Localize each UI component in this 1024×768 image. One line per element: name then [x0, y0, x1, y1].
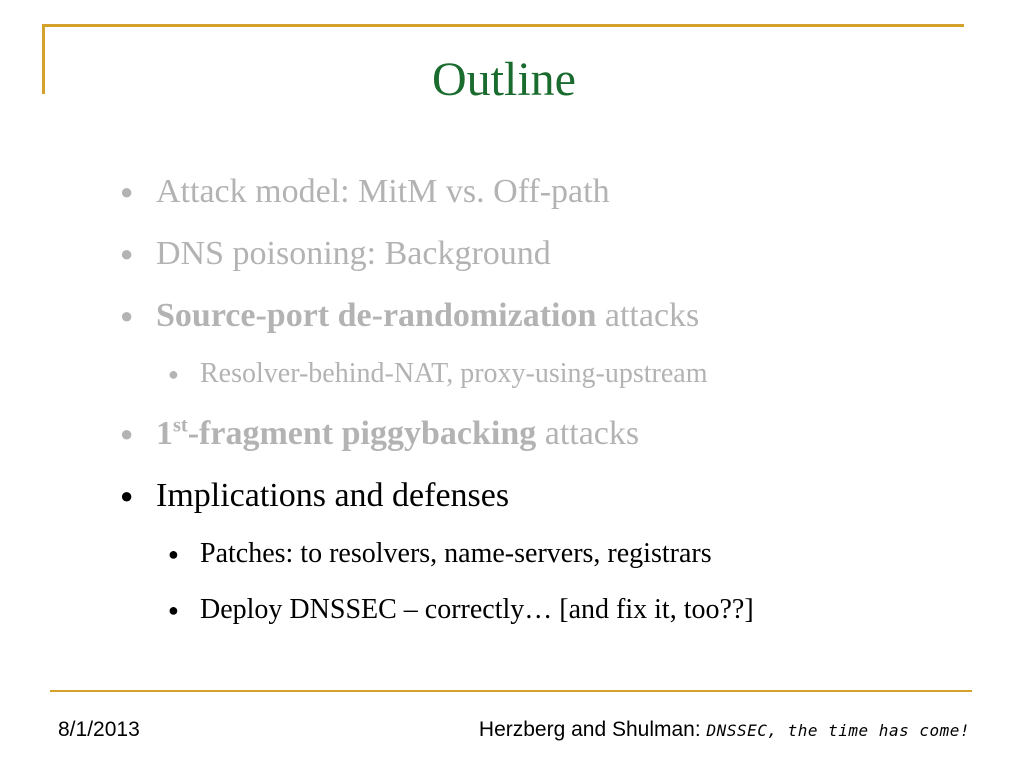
frame-top-rule [42, 24, 964, 27]
outline-item-source-port [120, 292, 980, 354]
footer-authors: Herzberg and Shulman: [478, 718, 707, 741]
footer-subtitle: DNSSEC, the time has come! [706, 721, 970, 740]
outline-item-bold-text: Source-port de-randomization [156, 297, 597, 334]
outline-item-text: Deploy DNSSEC – correctly… [and fix it, too??] [200, 594, 754, 625]
bullet-icon: ● [120, 179, 134, 204]
bullet-icon: ● [120, 241, 134, 266]
bullet-icon: ● [168, 364, 179, 384]
ordinal-suffix: st [173, 414, 188, 437]
outline-item-text: Implications and defenses [156, 477, 510, 514]
footer-credit [479, 718, 970, 742]
ordinal-number: 1 [156, 415, 173, 452]
outline-item-attack-model [120, 168, 980, 230]
outline-item-text: attacks [596, 297, 700, 334]
slide-title: Outline [432, 53, 576, 106]
outline-item-text: DNS poisoning: Background [156, 235, 551, 272]
outline-item-implications [120, 472, 980, 534]
outline-item-text: Attack model: MitM vs. Off-path [156, 173, 610, 210]
bullet-icon: ● [120, 483, 134, 508]
outline-subitem-resolver-nat [120, 354, 980, 410]
bullet-icon: ● [120, 421, 134, 446]
outline-item-bold-text [156, 415, 536, 452]
outline-subitem-patches [120, 534, 980, 590]
outline-item-fragment-piggybacking [120, 410, 980, 472]
outline-item-dns-poisoning [120, 230, 980, 292]
outline-list [120, 168, 980, 646]
footer-rule [50, 690, 972, 692]
bullet-icon: ● [168, 544, 179, 564]
outline-subitem-deploy-dnssec [120, 590, 980, 646]
outline-item-text: Resolver-behind-NAT, proxy-using-upstream [200, 358, 708, 389]
outline-item-text: Patches: to resolvers, name-servers, registrars [200, 538, 712, 569]
bold-text: -fragment piggybacking [187, 415, 537, 452]
footer-date: 8/1/2013 [58, 718, 140, 741]
bullet-icon: ● [120, 303, 134, 328]
outline-item-text: attacks [536, 415, 640, 452]
bullet-icon: ● [168, 600, 179, 620]
